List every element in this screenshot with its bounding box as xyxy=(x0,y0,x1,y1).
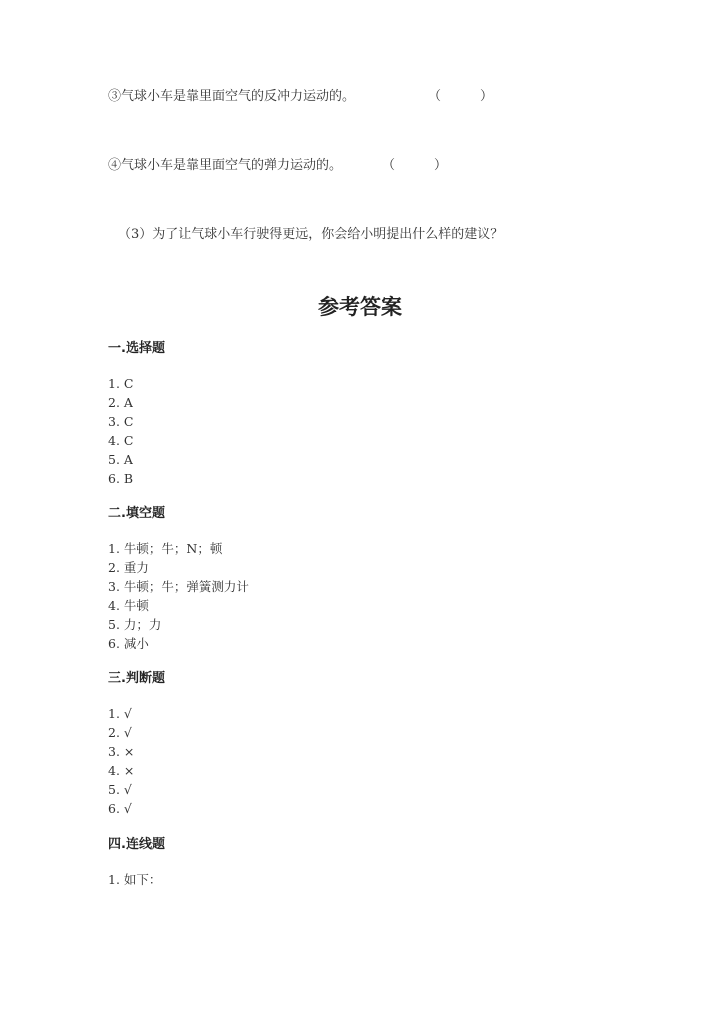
section-heading-choice: 一.选择题 xyxy=(108,341,165,356)
answer-key-title: 参考答案 xyxy=(318,295,402,319)
answer-item: 2. 重力 xyxy=(108,560,149,575)
answer-item: 2. A xyxy=(108,395,133,410)
answer-item: 1. C xyxy=(108,376,134,391)
answer-item: 5. √ xyxy=(108,782,132,797)
answer-item: 1. √ xyxy=(108,706,132,721)
answer-item: 6. 减小 xyxy=(108,636,149,651)
answer-list-fill xyxy=(108,539,249,653)
answer-item: 5. A xyxy=(108,452,133,467)
answer-list-judge xyxy=(108,704,134,818)
section-heading-judge: 三.判断题 xyxy=(108,671,165,686)
answer-item: 4. C xyxy=(108,433,134,448)
answer-blank-3: （ ） xyxy=(428,89,494,104)
question-item-3: ③气球小车是靠里面空气的反冲力运动的。 xyxy=(108,89,356,104)
section-heading-fill: 二.填空题 xyxy=(108,506,165,521)
question-suggestion: （3）为了让气球小车行驶得更远，你会给小明提出什么样的建议？ xyxy=(118,227,504,242)
answer-item: 4. 牛顿 xyxy=(108,598,149,613)
answer-item: 5. 力；力 xyxy=(108,617,162,632)
answer-item: 1. 牛顿；牛；N；顿 xyxy=(108,541,223,556)
answer-blank-4: （ ） xyxy=(382,158,448,173)
question-item-4: ④气球小车是靠里面空气的弹力运动的。 xyxy=(108,158,343,173)
answer-item: 6. B xyxy=(108,471,134,486)
answer-item: 2. √ xyxy=(108,725,132,740)
answer-item: 3. C xyxy=(108,414,134,429)
answer-list-choice xyxy=(108,374,133,488)
answer-item: 3. × xyxy=(108,744,135,759)
answer-item: 1. 如下： xyxy=(108,872,162,887)
answer-list-matching xyxy=(108,870,161,889)
answer-item: 4. × xyxy=(108,763,135,778)
section-heading-matching: 四.连线题 xyxy=(108,837,165,852)
answer-item: 6. √ xyxy=(108,801,132,816)
answer-item: 3. 牛顿；牛；弹簧测力计 xyxy=(108,579,249,594)
